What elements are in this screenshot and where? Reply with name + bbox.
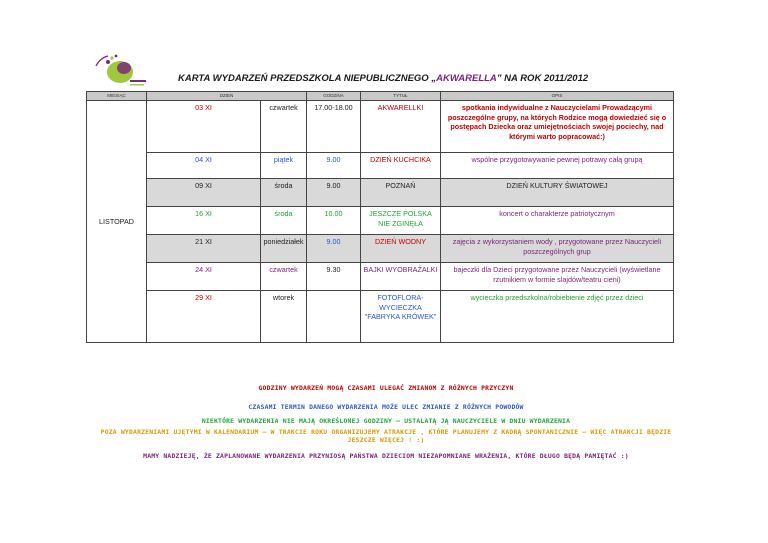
table-row [87, 263, 674, 291]
table-row [87, 153, 674, 179]
date-cell: 04 XI [147, 153, 261, 179]
brand-name: AKWARELLA [436, 73, 497, 84]
date-cell: 21 XI [147, 235, 261, 263]
header-time: GODZINA [307, 92, 361, 101]
day-cell: wtorek [261, 291, 307, 343]
day-cell: środa [261, 207, 307, 235]
table-row [87, 207, 674, 235]
day-cell: piątek [261, 153, 307, 179]
time-cell: 9.00 [307, 153, 361, 179]
day-cell: czwartek [261, 263, 307, 291]
table-row [87, 291, 674, 343]
header-month: MIESIĄC [87, 92, 147, 101]
table-row [87, 235, 674, 263]
event-title: BAJKI WYOBRAŹALKI [361, 263, 441, 291]
time-cell: 9.00 [307, 235, 361, 263]
date-cell: 03 XI [147, 101, 261, 153]
month-cell: LISTOPAD [87, 101, 147, 343]
page-title: KARTA WYDARZEŃ PRZEDSZKOLA NIEPUBLICZNEGO „AKWARELLA” NA ROK 2011/2012 [178, 73, 589, 84]
date-cell: 29 XI [147, 291, 261, 343]
events-table [86, 91, 674, 343]
note-date-change: CZASAMI TERMIN DANEGO WYDARZENIA MOŻE ULEC ZMIANIE Z RÓŻNYCH POWODÓW [248, 403, 524, 411]
table-row [87, 101, 674, 153]
event-desc: DZIEŃ KULTURY ŚWIATOWEJ [441, 179, 674, 207]
event-title: DZIEŃ WODNY [361, 235, 441, 263]
event-title: DZIEŃ KUCHCIKA [361, 153, 441, 179]
table-header-row [87, 92, 674, 101]
event-desc: wycieczka przedszkolna/robiebienie zdjęć przez dzieci [441, 291, 674, 343]
header-desc: OPIS [441, 92, 674, 101]
note-hope: MAMY NADZIEJĘ, ŻE ZAPLANOWANE WYDARZENIA PRZYNIOSĄ PAŃSTWA DZIECIOM NIEZAPOMNIANE WRAŻENIA, KTÓRE DŁUGO BĘDĄ PAMIĘTAĆ :) [143, 452, 629, 460]
time-cell: 10.00 [307, 207, 361, 235]
event-title: JESZCZE POLSKA NIE ZGINĘŁA [361, 207, 441, 235]
akwarella-logo [86, 52, 148, 92]
time-cell: 9.30 [307, 263, 361, 291]
date-cell: 09 XI [147, 179, 261, 207]
date-cell: 24 XI [147, 263, 261, 291]
header-title: TYTUŁ [361, 92, 441, 101]
event-desc: bajeczki dla Dzieci przygotowane przez Nauczycieli (wyświetlane rzutnikiem w formie slajdów/teatru cieni) [441, 263, 674, 291]
day-cell: czwartek [261, 101, 307, 153]
event-desc: koncert o charakterze patriotycznym [441, 207, 674, 235]
day-cell: środa [261, 179, 307, 207]
note-hours-change: GODZINY WYDARZEŃ MOGĄ CZASAMI ULEGAĆ ZMIANOM Z RÓŻNYCH PRZYCZYN [258, 384, 514, 392]
time-cell: 9.00 [307, 179, 361, 207]
table-row [87, 179, 674, 207]
day-cell: poniedziałek [261, 235, 307, 263]
event-desc: zajęcia z wykorzystaniem wody , przygotowane przez Nauczycieli poszczególnych grup [441, 235, 674, 263]
header-day: DZIEŃ [147, 92, 307, 101]
time-cell: 17.00-18.00 [307, 101, 361, 153]
time-cell [307, 291, 361, 343]
note-extra-attractions: POZA WYDARZENIAMI UJĘTYMI W KALENDARIUM – W TRAKCIE ROKU ORGANIZUJEMY ATRAKCJE , KTÓRE PLANUJEMY Z KADRĄ SPONTANICZNIE – WIĘC ATRAKCJI BĘDZIE JESZCZE WIĘCEJ ! :) [100, 428, 672, 445]
event-desc: wspólne przygotowywanie pewnej potrawy całą grupą [441, 153, 674, 179]
date-cell: 16 XI [147, 207, 261, 235]
note-no-hour: NIEKTÓRE WYDARZENIA NIE MAJĄ OKREŚLONEJ GODZINY – USTALATĄ JĄ NAUCZYCIELE W DNIU WYDARZENIA [201, 417, 571, 425]
event-desc: spotkania indywidualne z Nauczycielami Prowadzącymi poszczególne grupy, na których Rodzice mogą dowiedzieć się o postępach Dziecka oraz umiejętnościach swojej pociechy, nad którymi warto popracować:) [441, 101, 674, 153]
event-title: POZNAŃ [361, 179, 441, 207]
event-title: FOTOFLORA-WYCIECZKA "FABRYKA KRÓWEK" [361, 291, 441, 343]
event-title: AKWARELLKI [361, 101, 441, 153]
